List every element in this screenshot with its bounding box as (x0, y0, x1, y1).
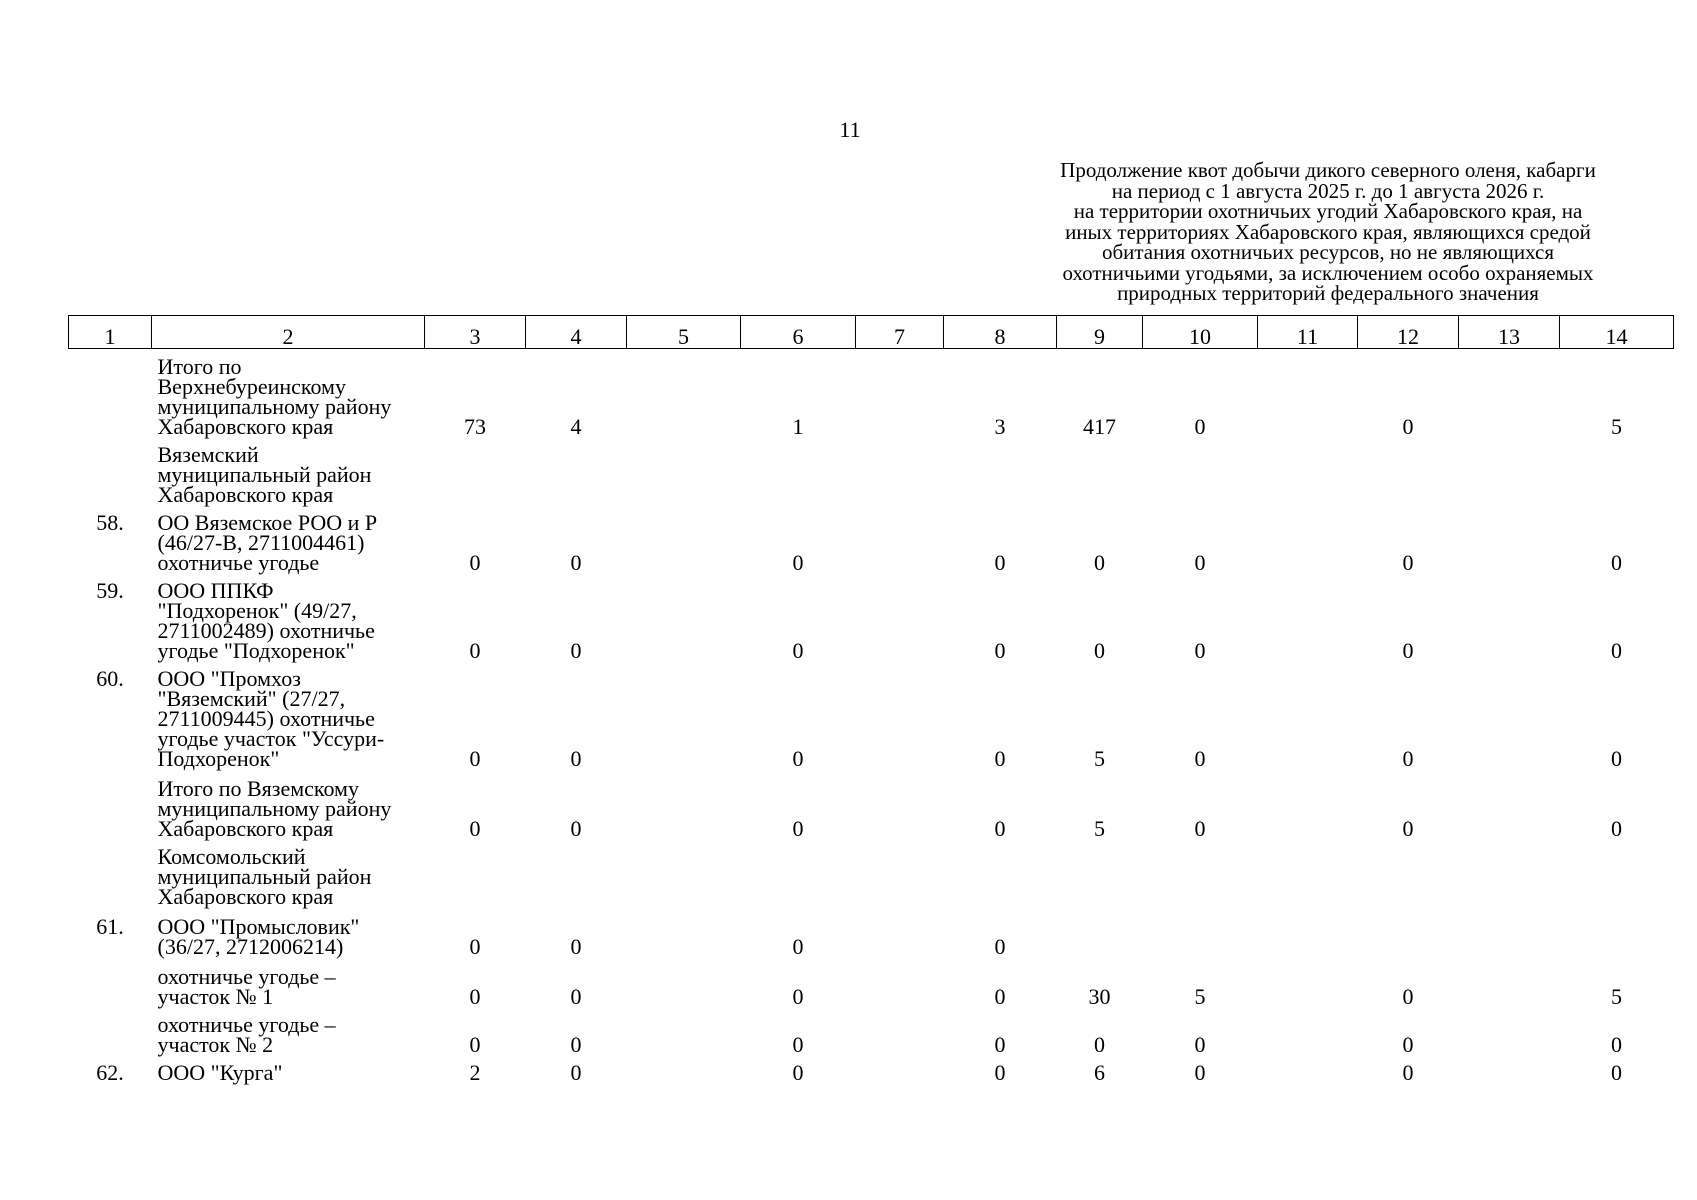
cell-col-14: 5 (1611, 984, 1622, 1009)
cell-col-5 (627, 907, 741, 957)
cell-col-10: 0 (1194, 746, 1206, 771)
column-number-10: 10 (1143, 316, 1258, 349)
cell-col-14: 0 (1611, 746, 1622, 771)
cell-col-12: 0 (1402, 550, 1414, 575)
cell-col-13 (1459, 1055, 1560, 1083)
cell-col-8 (944, 839, 1057, 907)
cell-col-10: 5 (1194, 984, 1206, 1009)
row-number: 61. (96, 914, 124, 939)
cell-col-11 (1258, 661, 1358, 769)
cell-col-8: 0 (994, 746, 1006, 771)
cell-col-6 (741, 839, 856, 907)
row-name (152, 839, 425, 907)
row-name-line: муниципальный район (157, 864, 372, 889)
quota-table (68, 315, 1674, 1083)
cell-col-6 (741, 437, 856, 505)
cell-col-11 (1258, 769, 1358, 839)
row-name-line: Вяземский (157, 442, 259, 467)
cell-col-3: 73 (464, 414, 486, 439)
row-name-line: муниципальному району (157, 796, 392, 821)
row-name (152, 769, 425, 839)
cell-col-9 (1057, 907, 1143, 957)
row-number (69, 437, 152, 505)
row-name-line: Итого по (157, 354, 242, 379)
cell-col-10: 0 (1194, 1032, 1206, 1057)
cell-col-12 (1358, 907, 1459, 957)
table-row (69, 437, 1674, 505)
column-number-row (69, 316, 1674, 349)
cell-col-3: 0 (469, 816, 481, 841)
row-name (152, 661, 425, 769)
row-number: 60. (96, 666, 124, 691)
cell-col-5 (627, 1007, 741, 1055)
table-row (69, 957, 1674, 1007)
row-name-line: охотничье угодье (157, 550, 320, 575)
row-name-line: угодье участок "Уссури- (157, 726, 385, 751)
cell-col-12: 0 (1402, 816, 1414, 841)
table-row (69, 839, 1674, 907)
cell-col-3: 0 (469, 934, 481, 959)
cell-col-4: 0 (570, 934, 582, 959)
row-name-line: охотничье угодье – (157, 964, 336, 989)
cell-col-8: 0 (994, 984, 1006, 1009)
table-row (69, 661, 1674, 769)
cell-col-6: 0 (792, 638, 804, 663)
cell-col-3 (425, 839, 526, 907)
column-number-3: 3 (425, 316, 526, 349)
row-name-line: участок № 2 (157, 1032, 274, 1057)
table-row (69, 1007, 1674, 1055)
row-name (152, 349, 425, 438)
cell-col-9: 0 (1094, 1032, 1105, 1057)
cell-col-4: 0 (570, 550, 582, 575)
cell-col-7 (856, 505, 944, 573)
cell-col-6: 0 (792, 746, 804, 771)
cell-col-9 (1057, 437, 1143, 505)
cell-col-14: 0 (1611, 1032, 1622, 1057)
cell-col-3: 0 (469, 550, 481, 575)
cell-col-5 (627, 769, 741, 839)
row-name-line: "Подхоренок" (49/27, (157, 598, 357, 623)
cell-col-8: 0 (994, 934, 1006, 959)
cell-col-4 (526, 437, 627, 505)
row-name (152, 505, 425, 573)
cell-col-8: 0 (994, 1060, 1006, 1085)
cell-col-12 (1358, 839, 1459, 907)
cell-col-3: 0 (469, 984, 481, 1009)
cell-col-11 (1258, 1055, 1358, 1083)
cell-col-9: 30 (1088, 984, 1111, 1009)
row-name-line: угодье "Подхоренок" (157, 638, 355, 663)
cell-col-14 (1560, 437, 1674, 505)
cell-col-11 (1258, 437, 1358, 505)
page-number: 11 (839, 117, 861, 142)
cell-col-9: 0 (1094, 550, 1105, 575)
row-number (69, 769, 152, 839)
row-name-line: ООО "Промхоз (157, 666, 301, 691)
column-number-7: 7 (856, 316, 944, 349)
cell-col-14: 0 (1611, 638, 1622, 663)
cell-col-11 (1258, 505, 1358, 573)
cell-col-3: 0 (469, 638, 481, 663)
cell-col-9: 0 (1094, 638, 1105, 663)
cell-col-11 (1258, 573, 1358, 661)
row-name-line: муниципальному району (157, 394, 392, 419)
table-row (69, 769, 1674, 839)
heading-line: обитания охотничьих ресурсов, но не являющихся (1101, 240, 1555, 264)
heading-line: на территории охотничьих угодий Хабаровского края, на (1073, 199, 1583, 223)
cell-col-4 (526, 839, 627, 907)
column-number-6: 6 (741, 316, 856, 349)
cell-col-12: 0 (1402, 414, 1414, 439)
cell-col-8: 0 (994, 1032, 1006, 1057)
cell-col-6: 0 (792, 816, 804, 841)
table-body (69, 349, 1674, 1084)
cell-col-7 (856, 907, 944, 957)
cell-col-12: 0 (1402, 638, 1414, 663)
row-name-line: (46/27-В, 2711004461) (157, 530, 365, 555)
row-name-line: ООО "Промысловик" (157, 914, 360, 939)
cell-col-14: 5 (1611, 414, 1622, 439)
cell-col-8 (944, 437, 1057, 505)
row-number: 62. (96, 1060, 124, 1085)
cell-col-9: 5 (1094, 746, 1105, 771)
row-name-line: муниципальный район (157, 462, 372, 487)
row-name (152, 1055, 425, 1083)
column-number-4: 4 (526, 316, 627, 349)
row-number (69, 957, 152, 1007)
cell-col-7 (856, 957, 944, 1007)
cell-col-4: 0 (570, 1032, 582, 1057)
heading-line: иных территориях Хабаровского края, являющихся средой (1065, 219, 1591, 244)
cell-col-14: 0 (1611, 816, 1622, 841)
column-number-2: 2 (152, 316, 425, 349)
cell-col-13 (1459, 573, 1560, 661)
cell-col-4: 0 (570, 746, 582, 771)
row-number (69, 349, 152, 438)
heading-line: природных территорий федерального значения (1117, 281, 1539, 305)
cell-col-13 (1459, 1007, 1560, 1055)
row-name-line: охотничье угодье – (157, 1012, 336, 1037)
column-number-1: 1 (69, 316, 152, 349)
cell-col-10: 0 (1194, 1060, 1206, 1085)
row-name-line: ООО "Курга" (157, 1060, 283, 1085)
cell-col-14: 0 (1611, 550, 1622, 575)
row-name-line: ОО Вяземское РОО и Р (157, 510, 378, 535)
cell-col-5 (627, 661, 741, 769)
cell-col-10 (1143, 839, 1258, 907)
row-number: 59. (96, 578, 124, 603)
cell-col-13 (1459, 437, 1560, 505)
cell-col-12: 0 (1402, 746, 1414, 771)
cell-col-14: 0 (1611, 1060, 1622, 1085)
column-number-8: 8 (944, 316, 1057, 349)
cell-col-10 (1143, 907, 1258, 957)
cell-col-3: 0 (469, 746, 481, 771)
cell-col-13 (1459, 505, 1560, 573)
cell-col-5 (627, 349, 741, 438)
table-row (69, 907, 1674, 957)
cell-col-11 (1258, 957, 1358, 1007)
row-name-line: 2711009445) охотничье (157, 706, 375, 731)
cell-col-12: 0 (1402, 1032, 1414, 1057)
cell-col-8: 0 (994, 638, 1006, 663)
cell-col-11 (1258, 1007, 1358, 1055)
cell-col-7 (856, 839, 944, 907)
cell-col-6: 0 (792, 1060, 804, 1085)
cell-col-6: 0 (792, 984, 804, 1009)
row-name (152, 573, 425, 661)
row-name (152, 437, 425, 505)
cell-col-4: 4 (570, 414, 582, 439)
cell-col-6: 0 (792, 550, 804, 575)
row-name (152, 907, 425, 957)
table-row (69, 1055, 1674, 1083)
row-name-line: Итого по Вяземскому (157, 776, 359, 801)
cell-col-10: 0 (1194, 414, 1206, 439)
cell-col-7 (856, 769, 944, 839)
row-name (152, 957, 425, 1007)
row-name-line: Хабаровского края (157, 884, 334, 909)
cell-col-10: 0 (1194, 638, 1206, 663)
cell-col-5 (627, 505, 741, 573)
column-number-12: 12 (1358, 316, 1459, 349)
column-number-5: 5 (627, 316, 741, 349)
cell-col-7 (856, 1055, 944, 1083)
cell-col-3: 0 (469, 1032, 481, 1057)
cell-col-13 (1459, 349, 1560, 438)
column-number-14: 14 (1560, 316, 1674, 349)
row-name-line: ООО ППКФ (157, 578, 274, 603)
heading-line: охотничьими угодьями, за исключением особо охраняемых (1062, 260, 1594, 285)
cell-col-8: 0 (994, 816, 1006, 841)
row-name (152, 1007, 425, 1055)
row-name-line: "Вяземский" (27/27, (157, 686, 346, 711)
cell-col-3 (425, 437, 526, 505)
table-row (69, 573, 1674, 661)
cell-col-9: 6 (1094, 1060, 1105, 1085)
column-number-11: 11 (1258, 316, 1358, 349)
table-heading (1008, 160, 1648, 304)
row-number (69, 839, 152, 907)
row-number: 58. (96, 510, 124, 535)
row-name-line: Хабаровского края (157, 482, 334, 507)
cell-col-9 (1057, 839, 1143, 907)
table-row (69, 505, 1674, 573)
cell-col-6: 0 (792, 934, 804, 959)
row-name-line: 2711002489) охотничье (157, 618, 375, 643)
cell-col-11 (1258, 349, 1358, 438)
cell-col-4: 0 (570, 638, 582, 663)
cell-col-13 (1459, 769, 1560, 839)
cell-col-14 (1560, 839, 1674, 907)
cell-col-13 (1459, 957, 1560, 1007)
cell-col-4: 0 (570, 1060, 582, 1085)
cell-col-12: 0 (1402, 1060, 1414, 1085)
column-number-13: 13 (1459, 316, 1560, 349)
cell-col-13 (1459, 839, 1560, 907)
cell-col-10: 0 (1194, 816, 1206, 841)
cell-col-3: 2 (469, 1060, 481, 1085)
row-number (69, 1007, 152, 1055)
cell-col-7 (856, 661, 944, 769)
row-name-line: Верхнебуреинскому (157, 374, 346, 399)
cell-col-11 (1258, 839, 1358, 907)
cell-col-5 (627, 573, 741, 661)
row-name-line: участок № 1 (157, 984, 274, 1009)
cell-col-5 (627, 1055, 741, 1083)
row-name-line: (36/27, 2712006214) (157, 934, 344, 959)
cell-col-7 (856, 1007, 944, 1055)
cell-col-7 (856, 349, 944, 438)
table-row (69, 349, 1674, 438)
cell-col-11 (1258, 907, 1358, 957)
cell-col-4: 0 (570, 816, 582, 841)
cell-col-8: 3 (994, 414, 1006, 439)
cell-col-13 (1459, 907, 1560, 957)
row-name-line: Комсомольский (157, 844, 306, 869)
cell-col-10 (1143, 437, 1258, 505)
cell-col-12: 0 (1402, 984, 1414, 1009)
heading-line: Продолжение квот добычи дикого северного оленя, кабарги (1060, 158, 1596, 182)
cell-col-8: 0 (994, 550, 1006, 575)
cell-col-9: 417 (1083, 414, 1116, 439)
cell-col-13 (1459, 661, 1560, 769)
cell-col-5 (627, 839, 741, 907)
cell-col-7 (856, 573, 944, 661)
cell-col-5 (627, 957, 741, 1007)
cell-col-5 (627, 437, 741, 505)
cell-col-4: 0 (570, 984, 582, 1009)
heading-line: на период с 1 августа 2025 г. до 1 августа 2026 г. (1111, 178, 1545, 203)
row-name-line: Хабаровского края (157, 816, 334, 841)
row-name-line: Подхоренок" (157, 746, 280, 771)
row-name-line: Хабаровского края (157, 414, 334, 439)
cell-col-14 (1560, 907, 1674, 957)
cell-col-10: 0 (1194, 550, 1206, 575)
cell-col-6: 1 (792, 414, 804, 439)
cell-col-9: 5 (1094, 816, 1105, 841)
cell-col-7 (856, 437, 944, 505)
cell-col-12 (1358, 437, 1459, 505)
column-number-9: 9 (1057, 316, 1143, 349)
cell-col-6: 0 (792, 1032, 804, 1057)
